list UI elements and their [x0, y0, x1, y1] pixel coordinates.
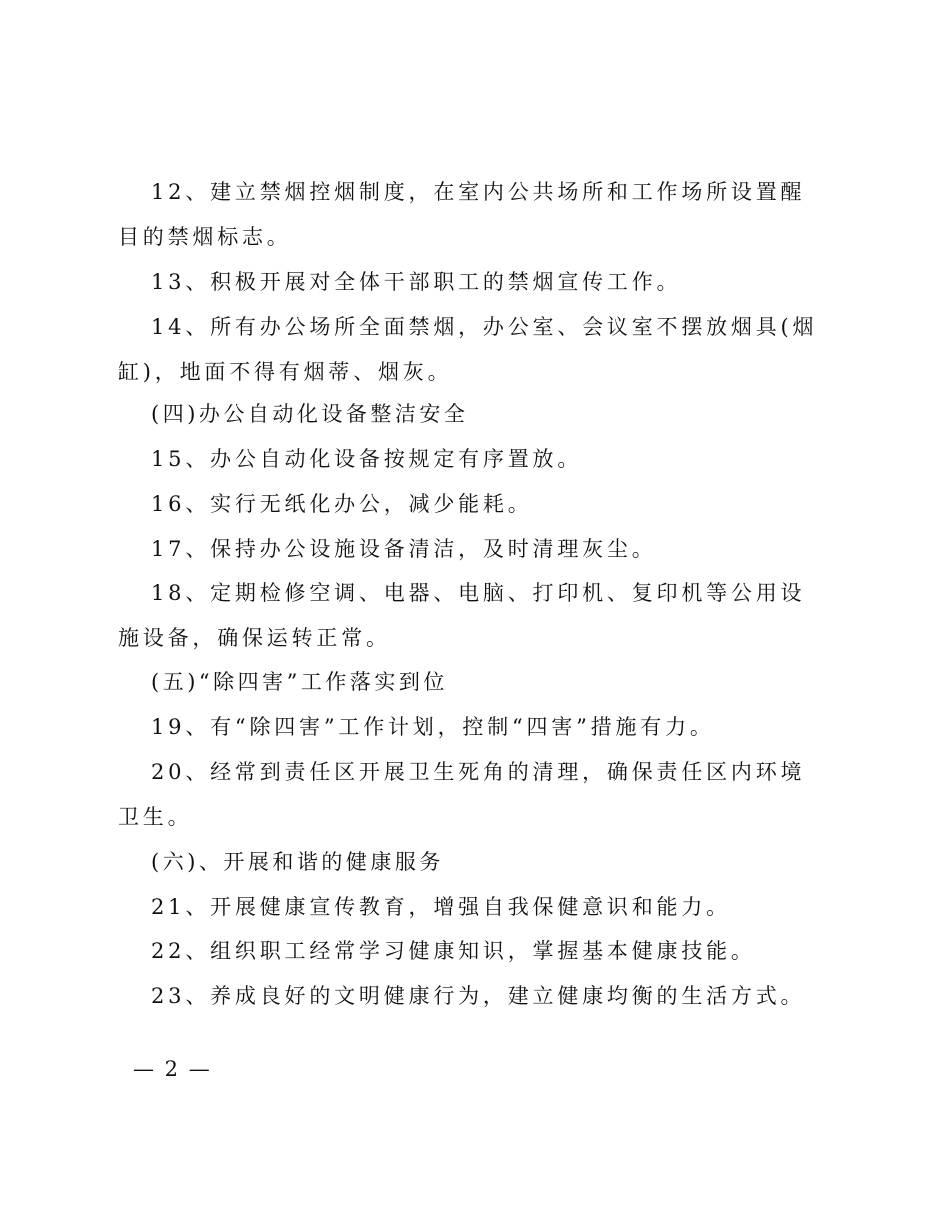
list-item-17: 17、保持办公设施设备清洁，及时清理灰尘。	[151, 537, 657, 561]
section-heading-5: (五)“除四害”工作落实到位	[151, 670, 448, 694]
list-item-12: 12、建立禁烟控烟制度，在室内公共场所和工作场所设置醒目的禁烟标志。	[118, 180, 806, 249]
page-number: — 2 —	[133, 1057, 212, 1081]
list-item-20: 20、经常到责任区开展卫生死角的清理，确保责任区内环境卫生。	[118, 760, 806, 829]
section-heading-4: (四)办公自动化设备整洁安全	[151, 402, 469, 426]
list-item-15: 15、办公自动化设备按规定有序置放。	[151, 447, 583, 471]
list-item-19: 19、有“除四害”工作计划，控制“四害”措施有力。	[151, 715, 715, 739]
list-item-21: 21、开展健康宣传教育，增强自我保健意识和能力。	[151, 895, 731, 919]
list-item-13: 13、积极开展对全体干部职工的禁烟宣传工作。	[151, 270, 682, 294]
section-heading-6: (六)、开展和谐的健康服务	[151, 850, 444, 874]
list-item-23: 23、养成良好的文明健康行为，建立健康均衡的生活方式。	[151, 984, 806, 1008]
list-item-16: 16、实行无纸化办公，减少能耗。	[151, 492, 533, 516]
list-item-22: 22、组织职工经常学习健康知识，掌握基本健康技能。	[151, 939, 756, 963]
list-item-18: 18、定期检修空调、电器、电脑、打印机、复印机等公用设施设备，确保运转正常。	[118, 581, 806, 650]
list-item-14: 14、所有办公场所全面禁烟，办公室、会议室不摆放烟具(烟缸)，地面不得有烟蒂、烟灰。	[118, 315, 818, 384]
